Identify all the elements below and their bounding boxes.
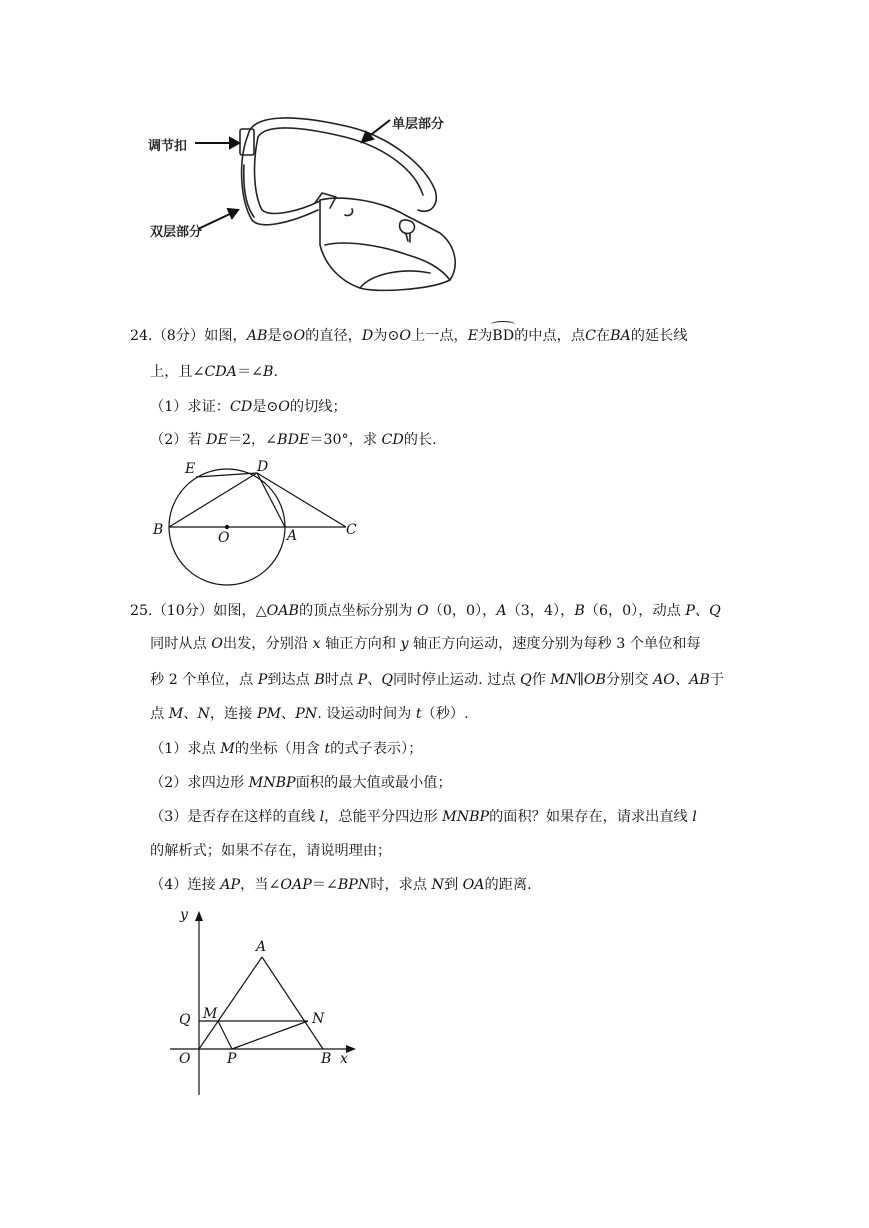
text-segment: （2）若 [150,432,207,448]
text-segment: AB [246,328,268,344]
text-segment: M [220,741,235,757]
axis-label-y: y [180,907,188,923]
text-segment: DE [206,432,228,448]
text-segment: y [400,636,409,652]
text-segment: P [257,672,268,688]
text-segment: BDE [277,432,310,448]
text-segment: l [692,809,697,825]
text-segment: 秒 2 个单位，点 [150,672,258,688]
text-segment: （1）求点 [150,741,221,757]
text-segment: CDA [204,364,237,380]
text-segment: 上一点， [410,328,468,344]
text-segment: BPN [337,877,371,893]
text-segment: 的切线； [289,399,347,415]
text-segment: 出发，分别沿 [222,636,313,652]
point-label-q: Q [179,1012,191,1028]
text-segment: 的距离. [484,877,532,893]
text-segment: BA [610,328,631,344]
text-segment: ＝∠ [236,364,264,380]
bag-illustration [140,105,480,300]
q25-line2 [150,634,701,654]
text-segment: O [399,328,411,344]
text-segment: N [197,706,210,722]
label-double-layer: 双层部分 [150,225,203,240]
q25-line1 [130,601,721,621]
text-segment: CD [229,399,253,415]
text-segment: t [324,741,331,757]
arc-bd [492,326,514,346]
text-segment: O [211,636,223,652]
text-segment: 的顶点坐标分别为 [298,603,417,619]
text-segment: 、 [694,603,710,619]
text-segment: 的坐标（用含 [234,741,325,757]
text-segment: 、 [281,706,296,722]
text-segment: OAB [266,603,299,619]
text-segment: 的延长线 [630,328,688,344]
text-segment: CD [381,432,404,448]
text-segment: t [415,706,422,722]
text-segment: ＝∠ [311,877,338,893]
text-segment: 作 [531,672,551,688]
text-segment: B [574,603,585,619]
q24-sub1 [150,397,347,417]
text-segment: 的中点，点 [514,328,586,344]
text-segment: E [467,328,479,344]
text-segment: AB [689,672,710,688]
text-segment: MNBP [248,775,296,791]
point-label-b: B [153,522,164,538]
text-segment: 的式子表示）； [330,741,423,757]
point-label-p: P [227,1051,237,1067]
text-segment: 于 [709,672,725,688]
text-segment: C [585,328,596,344]
text-segment: （4）连接 [150,877,221,893]
point-label-o: O [179,1051,191,1067]
text-segment: D [361,328,374,344]
text-segment: PN [295,706,318,722]
text-segment: Q [709,603,721,619]
text-segment: 在 [595,328,611,344]
q25-line4 [150,704,469,724]
text-segment: （3，4）， [506,603,575,619]
text-segment: （1）求证： [150,399,230,415]
point-label-b: B [321,1051,332,1067]
q24-line2 [150,362,278,382]
text-segment: B [263,364,274,380]
point-label-a: A [287,528,298,544]
circle-tangent-diagram [150,458,370,588]
text-segment: ＝30°，求 [309,432,382,448]
q24-figure [150,458,370,588]
text-segment: O [416,603,429,619]
text-segment: OAP [280,877,312,893]
text-segment: MN [550,672,578,688]
text-segment: 的面积？如果存在，请求出直线 [489,809,693,825]
text-segment: N [431,877,444,893]
text-segment: P [685,603,695,619]
text-segment: x [312,636,321,652]
text-segment: 同时停止运动. 过点 [393,672,521,688]
coordinate-triangle-diagram [170,905,370,1100]
text-segment: 的直径， [305,328,362,344]
text-segment: 时点 [324,672,358,688]
text-segment: ，连接 [209,706,257,722]
text-segment: 为 [478,328,493,344]
q25-sub4 [150,875,532,895]
text-segment: （3）是否存在这样的直线 [150,809,320,825]
arc-mark [491,321,515,328]
text-segment: MNBP [442,809,490,825]
point-label-e: E [185,461,196,477]
arc-label: BD [492,328,515,344]
text-segment: （6，0），动点 [584,603,686,619]
bag-figure [140,105,480,300]
q25-line3 [150,670,724,690]
text-segment: （0，0）， [428,603,497,619]
text-segment: 轴正方向运动，速度分别为每秒 3 个单位和每 [408,636,701,652]
text-segment: . [273,364,278,380]
text-segment: 面积的最大值或最小值； [295,775,452,791]
text-segment: Q [381,672,394,688]
text-segment: 是⊙ [267,328,294,344]
text-segment: B [314,672,325,688]
text-segment: 的长. [403,432,437,448]
point-label-n: N [312,1011,325,1027]
q25-sub3 [150,807,697,827]
text-segment: ，总能平分四边形 [324,809,443,825]
text-segment: A [496,603,507,619]
text-segment: 到达点 [267,672,315,688]
text-segment: . 设运动时间为 [317,706,416,722]
q24-line1 [130,326,688,346]
text-segment: O [278,399,290,415]
text-segment: AP [220,877,241,893]
text-segment: PM [256,706,282,722]
text-segment: 、 [367,672,382,688]
q24-sub2 [150,430,437,450]
label-adjust-buckle: 调节扣 [148,139,188,154]
q24-header: 24.（8分）如图， [130,328,247,344]
q25-sub2 [150,773,452,793]
text-segment: 、 [183,706,198,722]
text-segment: 点 [150,706,169,722]
label-single-layer: 单层部分 [392,117,445,132]
point-label-m: M [203,1006,218,1022]
text-segment: 上，且∠ [150,364,205,380]
text-segment: Q [520,672,532,688]
q25-figure [170,905,370,1100]
q25-sub1 [150,739,422,759]
text-segment: O [293,328,306,344]
text-segment: ∥ [577,672,584,688]
text-segment: 同时从点 [150,636,212,652]
text-segment: P [357,672,368,688]
point-label-o: O [218,530,230,546]
axis-label-x: x [340,1051,348,1067]
text-segment: ，当∠ [240,877,281,893]
text-segment: l [319,809,325,825]
q25-sub3b [150,841,391,861]
text-segment: 分别交 [605,672,654,688]
text-segment: 为⊙ [373,328,400,344]
text-segment: OB [583,672,606,688]
text-segment: （2）求四边形 [150,775,249,791]
text-segment: （秒）. [421,706,469,722]
text-segment: 到 [443,877,463,893]
text-segment: AO [653,672,675,688]
text-segment: M [168,706,184,722]
text-segment: 的解析式；如果不存在，请说明理由； [150,843,392,859]
text-segment: 是⊙ [252,399,279,415]
point-label-c: C [346,522,357,538]
text-segment: 、 [674,672,690,688]
text-segment: OA [462,877,485,893]
text-segment: 时，求点 [370,877,432,893]
point-label-a: A [256,939,267,955]
point-label-d: D [257,459,269,475]
text-segment: 轴正方向和 [320,636,401,652]
text-segment: ＝2，∠ [227,432,278,448]
text-segment: 25.（10分）如图，△ [130,603,267,619]
